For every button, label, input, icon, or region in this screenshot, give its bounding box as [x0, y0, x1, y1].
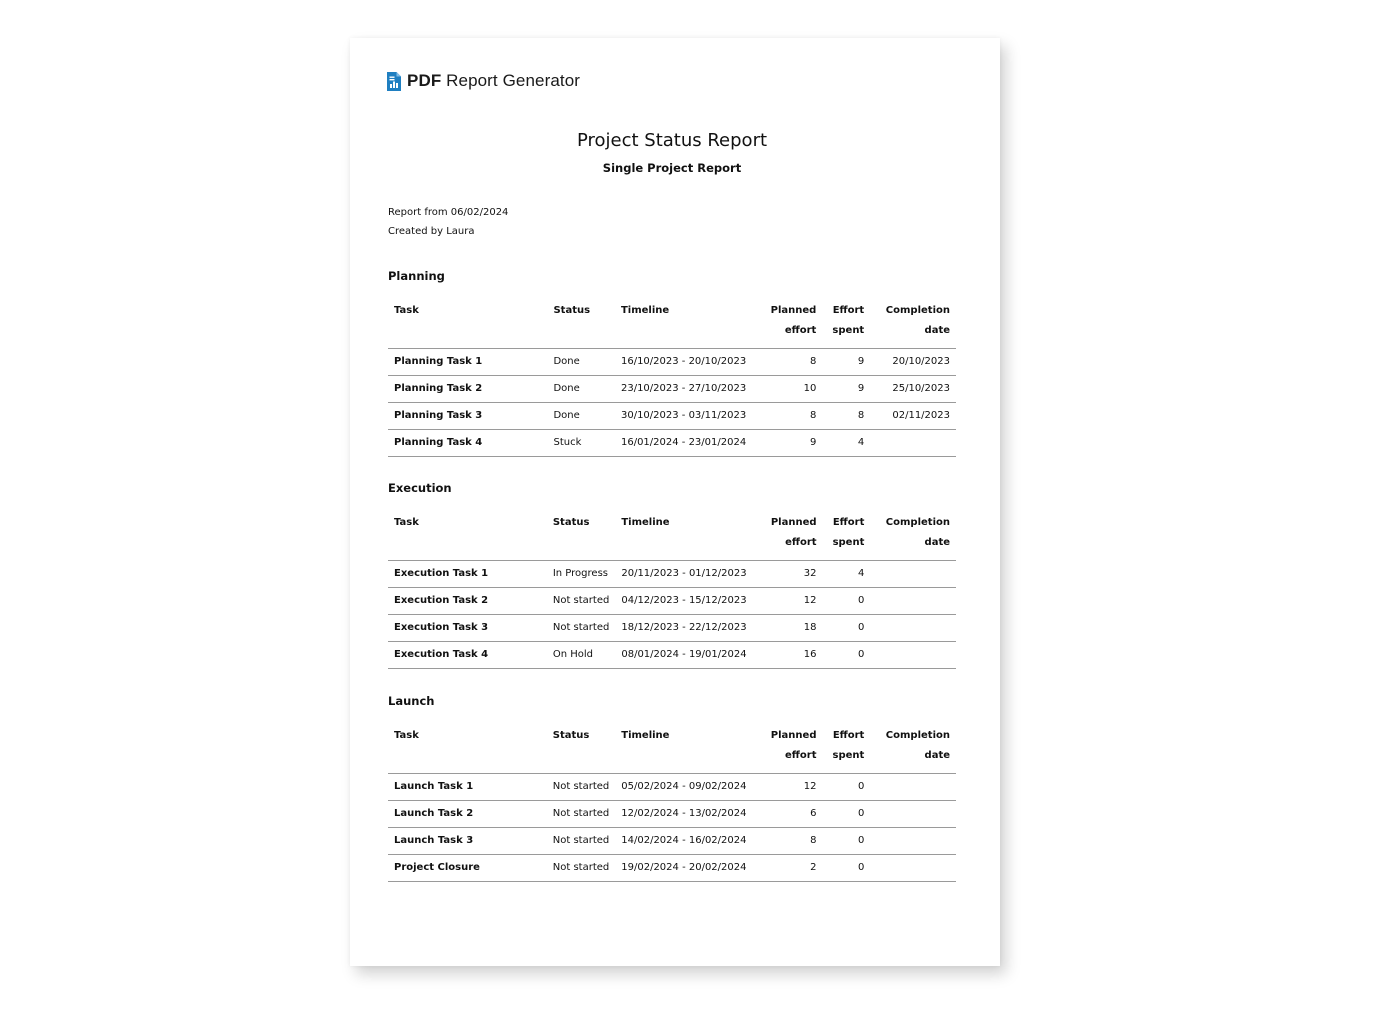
table-row [388, 800, 956, 827]
task-status: In Progress [547, 560, 616, 587]
header-planned-effort-label: effort [785, 750, 817, 761]
header-planned-effort-label: Planned [770, 305, 817, 316]
task-timeline: 20/11/2023 - 01/12/2023 [615, 560, 765, 587]
header-completion-date-label: date [924, 750, 950, 761]
task-planned-effort: 16 [765, 641, 823, 668]
task-name: Planning Task 4 [388, 429, 547, 456]
task-effort-spent: 4 [823, 560, 871, 587]
task-timeline: 08/01/2024 - 19/01/2024 [615, 641, 765, 668]
header-task [388, 724, 547, 773]
task-effort-spent: 4 [822, 429, 870, 456]
brand-logo [386, 70, 580, 92]
task-completion-date [870, 827, 956, 854]
task-effort-spent: 0 [822, 827, 870, 854]
header-status-label: Status [552, 517, 590, 528]
task-effort-spent: 0 [822, 773, 870, 800]
report-date: Report from 06/02/2024 [388, 207, 509, 218]
header-completion-date-label: Completion [885, 305, 950, 316]
header-status [547, 299, 615, 348]
task-completion-date [870, 429, 956, 456]
task-table [388, 511, 956, 669]
header-timeline-label: Timeline [620, 305, 670, 316]
header-effort-spent [823, 511, 871, 560]
task-status: Done [547, 348, 615, 375]
task-timeline: 23/10/2023 - 27/10/2023 [615, 375, 765, 402]
pdf-document-chart-icon [386, 71, 402, 92]
task-name: Execution Task 1 [388, 560, 547, 587]
table-row [388, 560, 956, 587]
header-planned-effort-label: Planned [770, 517, 817, 528]
task-planned-effort: 6 [765, 800, 823, 827]
task-completion-date [870, 854, 956, 881]
task-status: Not started [547, 854, 616, 881]
task-effort-spent: 0 [823, 641, 871, 668]
header-effort-spent [822, 724, 870, 773]
task-status: Not started [547, 773, 616, 800]
table-row [388, 375, 956, 402]
table-row [388, 429, 956, 456]
task-planned-effort: 8 [765, 827, 823, 854]
header-status [547, 511, 616, 560]
task-status: Not started [547, 614, 616, 641]
task-name: Execution Task 2 [388, 587, 547, 614]
task-planned-effort: 12 [765, 587, 823, 614]
task-timeline: 16/10/2023 - 20/10/2023 [615, 348, 765, 375]
report-page [350, 38, 1000, 966]
table-row [388, 348, 956, 375]
task-name: Execution Task 3 [388, 614, 547, 641]
task-name: Planning Task 2 [388, 375, 547, 402]
task-status: Not started [547, 800, 616, 827]
brand-name: PDF Report Generator [407, 71, 581, 90]
task-planned-effort: 10 [765, 375, 823, 402]
header-planned-effort-label: Planned [770, 730, 817, 741]
task-completion-date [870, 587, 956, 614]
section-title: Launch [388, 694, 435, 708]
header-effort-spent-label: Effort [832, 305, 865, 316]
header-timeline [615, 724, 765, 773]
header-planned-effort-label: effort [785, 537, 817, 548]
task-timeline: 04/12/2023 - 15/12/2023 [615, 587, 765, 614]
task-status: Stuck [547, 429, 615, 456]
task-planned-effort: 8 [765, 348, 823, 375]
header-timeline-label: Timeline [621, 730, 670, 741]
header-task-label: Task [394, 517, 419, 528]
table-row [388, 854, 956, 881]
table-row [388, 614, 956, 641]
task-effort-spent: 0 [823, 614, 871, 641]
header-effort-spent [822, 299, 870, 348]
task-table [388, 724, 956, 882]
header-task [388, 299, 547, 348]
table-row [388, 827, 956, 854]
task-name: Execution Task 4 [388, 641, 547, 668]
task-effort-spent: 8 [822, 402, 870, 429]
task-name: Planning Task 1 [388, 348, 547, 375]
section-title: Execution [388, 481, 452, 495]
task-completion-date [870, 773, 956, 800]
task-completion-date: 02/11/2023 [870, 402, 956, 429]
header-planned-effort-label: effort [784, 325, 817, 336]
header-completion-date-label: date [924, 325, 950, 336]
table-row [388, 773, 956, 800]
header-status [547, 724, 616, 773]
task-completion-date [870, 800, 956, 827]
task-name: Launch Task 2 [388, 800, 547, 827]
header-task-label: Task [394, 730, 419, 741]
task-effort-spent: 0 [822, 800, 870, 827]
task-planned-effort: 2 [765, 854, 823, 881]
task-effort-spent: 0 [822, 854, 870, 881]
task-name: Planning Task 3 [388, 402, 547, 429]
task-timeline: 12/02/2024 - 13/02/2024 [615, 800, 765, 827]
header-task-label: Task [394, 305, 419, 316]
task-timeline: 19/02/2024 - 20/02/2024 [615, 854, 765, 881]
task-name: Launch Task 3 [388, 827, 547, 854]
report-author: Created by Laura [388, 226, 475, 237]
header-effort-spent-label: spent [832, 750, 865, 761]
header-planned-effort [765, 724, 823, 773]
task-status: Not started [547, 587, 616, 614]
header-task [388, 511, 547, 560]
table-header-row [388, 511, 956, 560]
report-subtitle: Single Project Report [602, 161, 742, 175]
task-status: On Hold [547, 641, 616, 668]
header-completion-date [870, 511, 956, 560]
header-completion-date [870, 299, 956, 348]
header-planned-effort [765, 299, 823, 348]
task-name: Launch Task 1 [388, 773, 547, 800]
table-header-row [388, 724, 956, 773]
table-row [388, 402, 956, 429]
task-status: Done [547, 375, 615, 402]
task-timeline: 18/12/2023 - 22/12/2023 [615, 614, 765, 641]
header-status-label: Status [552, 730, 590, 741]
task-effort-spent: 9 [822, 348, 870, 375]
task-completion-date [870, 641, 956, 668]
header-status-label: Status [553, 305, 591, 316]
header-effort-spent-label: Effort [832, 730, 865, 741]
task-effort-spent: 9 [822, 375, 870, 402]
task-planned-effort: 18 [765, 614, 823, 641]
task-status: Done [547, 402, 615, 429]
header-effort-spent-label: Effort [832, 517, 865, 528]
task-timeline: 14/02/2024 - 16/02/2024 [615, 827, 765, 854]
section-title: Planning [388, 269, 445, 283]
task-planned-effort: 12 [765, 773, 823, 800]
task-planned-effort: 8 [765, 402, 823, 429]
task-timeline: 05/02/2024 - 09/02/2024 [615, 773, 765, 800]
task-completion-date: 20/10/2023 [870, 348, 956, 375]
task-effort-spent: 0 [823, 587, 871, 614]
header-timeline [615, 299, 765, 348]
task-timeline: 30/10/2023 - 03/11/2023 [615, 402, 765, 429]
header-completion-date-label: Completion [885, 730, 950, 741]
table-header-row [388, 299, 956, 348]
task-timeline: 16/01/2024 - 23/01/2024 [615, 429, 765, 456]
task-completion-date [870, 560, 956, 587]
task-status: Not started [547, 827, 616, 854]
task-name: Project Closure [388, 854, 547, 881]
header-planned-effort [765, 511, 823, 560]
header-timeline-label: Timeline [621, 517, 670, 528]
header-effort-spent-label: spent [832, 537, 865, 548]
header-effort-spent-label: spent [832, 325, 865, 336]
table-row [388, 587, 956, 614]
header-timeline [615, 511, 765, 560]
task-completion-date [870, 614, 956, 641]
header-completion-date-label: date [924, 537, 950, 548]
report-title: Project Status Report [576, 130, 768, 151]
task-planned-effort: 32 [765, 560, 823, 587]
task-completion-date: 25/10/2023 [870, 375, 956, 402]
header-completion-date-label: Completion [885, 517, 950, 528]
task-planned-effort: 9 [765, 429, 823, 456]
task-table [388, 299, 956, 457]
table-row [388, 641, 956, 668]
header-completion-date [870, 724, 956, 773]
